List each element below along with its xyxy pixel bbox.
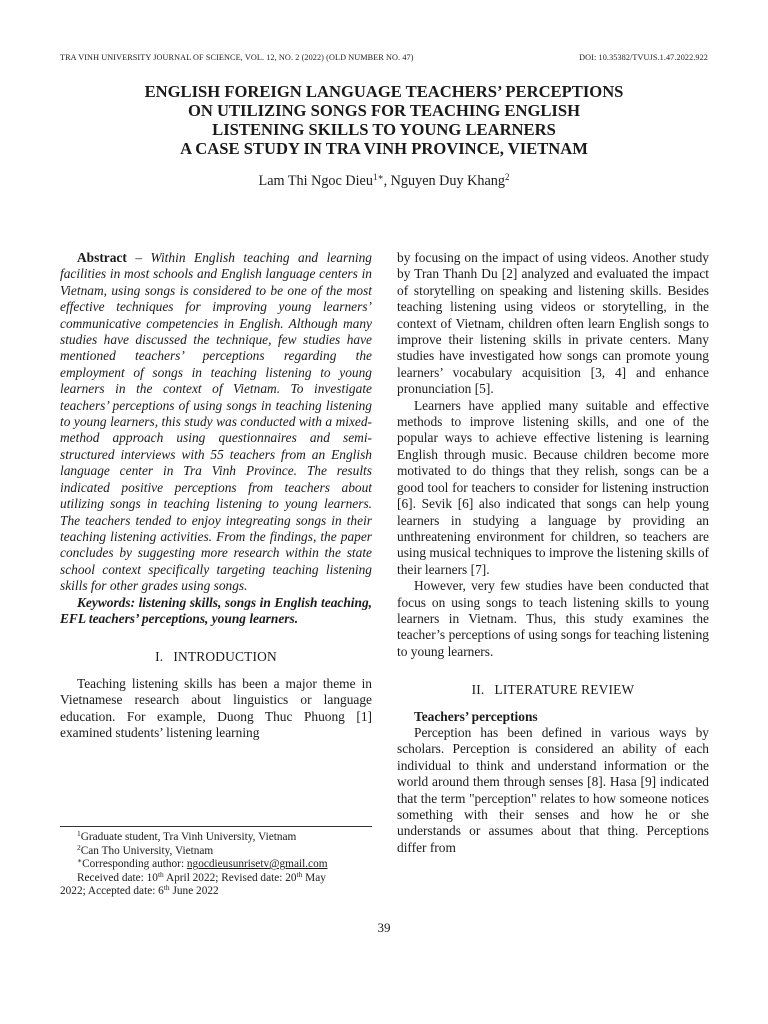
footnote-text: Can Tho University, Vietnam — [80, 844, 214, 857]
author-affiliation-mark: 2 — [504, 172, 510, 182]
right-column — [397, 250, 709, 856]
author-name: Lam Thi Ngoc Dieu — [258, 173, 373, 189]
footnote-dates-continued — [60, 885, 372, 899]
section-heading-literature-review — [397, 682, 709, 698]
section-number: II. — [471, 682, 485, 698]
author-affiliation-mark: 1∗ — [372, 172, 384, 182]
left-column — [60, 250, 372, 741]
journal-citation: TRA VINH UNIVERSITY JOURNAL OF SCIENCE, VOL. 12, NO. 2 (2022) (OLD NUMBER NO. 47) — [60, 53, 414, 62]
revised-month: May — [302, 871, 326, 884]
title-line: ENGLISH FOREIGN LANGUAGE TEACHERS’ PERCEPTIONS — [144, 82, 624, 101]
author-list — [60, 172, 708, 190]
email-link[interactable]: ngocdieusunrisetv@gmail.com — [186, 858, 328, 871]
footnote-corresponding — [60, 858, 372, 872]
footnote-mark: 2 — [77, 842, 81, 852]
subsection-heading: Teachers’ perceptions — [414, 708, 538, 724]
section-title: LITERATURE REVIEW — [494, 682, 635, 698]
title-line: LISTENING SKILLS TO YOUNG LEARNERS — [212, 120, 556, 139]
footnotes — [60, 826, 372, 899]
page-number: 39 — [377, 920, 391, 935]
keywords-text: listening skills, songs in English teaching, EFL teachers’ perceptions, young learners. — [60, 594, 372, 626]
footnote-text: Corresponding author: — [82, 858, 187, 871]
footnote-mark: ∗ — [77, 856, 83, 866]
section-number: I. — [155, 649, 164, 665]
abstract-label: Abstract — [77, 250, 127, 265]
section-title: INTRODUCTION — [173, 649, 277, 665]
title-line: A CASE STUDY IN TRA VINH PROVINCE, VIETNAM — [180, 139, 588, 158]
section-heading-introduction — [60, 649, 372, 665]
footnote-text: Graduate student, Tra Vinh University, Vietnam — [80, 831, 297, 843]
revised-date-label: April 2022; Revised date: 20 — [163, 871, 297, 884]
running-head — [60, 53, 708, 65]
abstract-text: Within English teaching and learning facilities in most schools and English language centers in Vietnam, using songs is considered to be one of the most effective techniques for improving young learners’ communicative competencies in English. Although many studies have discussed the technique, few studies have mentioned teachers’ perceptions regarding the employment of songs in teaching listening to young learners in the context of Vietnam. To investigate teachers’ perceptions of using songs in teaching listening to young learners, this study was conducted with a mixed-method approach using questionnaires and semi-structured interviews with 55 teachers from an English language center in Tra Vinh Province. The results indicated positive perceptions from teachers about utilizing songs in teaching listening to young learners. The teachers tended to enjoy integreating songs in their teaching listening activities. From the findings, the paper concludes by suggesting more research within the state school context specifically targeting teaching listening skills for other grades using songs. — [60, 250, 372, 594]
body-paragraph: However, very few studies have been conducted that focus on using songs to teach listening skills to young learners in Vietnam. Thus, this study examines the teacher’s perceptions of using songs for teaching listening to young learners. — [397, 578, 709, 659]
introduction-paragraph: Teaching listening skills has been a major theme in Vietnamese research about linguistics or language education. For example, Duong Thuc Phuong [1] examined students’ listening learning — [60, 675, 372, 740]
accepted-month: June 2022 — [169, 885, 219, 898]
abstract-dash: – — [126, 250, 151, 265]
author-name: Nguyen Duy Khang — [390, 173, 505, 189]
body-paragraph: by focusing on the impact of using videos. Another study by Tran Thanh Du [2] analyzed and evaluated the impact of storytelling on speaking and listening skills. Besides teaching listening using videos or storytelling, in the context of Vietnam, children often learn English songs to improve their listening skills in private centers. Many studies have investigated how songs can promote young learners’ vocabulary acquisition [3, 4] and enhance pronunciation [5]. — [397, 250, 709, 397]
title-line: ON UTILIZING SONGS FOR TEACHING ENGLISH — [187, 101, 581, 120]
ordinal-suffix: th — [163, 883, 170, 893]
article-title — [60, 82, 708, 158]
body-paragraph: Learners have applied many suitable and effective methods to improve listening skills, and one of the popular ways to achieve effective listening is learning English through music. Because children become more motivated to do things that they relish, songs can be a good tool for teachers to consider for listening instruction [6]. Sevik [6] also indicated that songs can help young learners in studying a language by providing an unthreatening environment for children, so teachers are using musical techniques to improve the listening skills of their learners [7]. — [397, 397, 709, 577]
accepted-date-label: 2022; Accepted date: 6 — [60, 885, 164, 898]
abstract — [60, 250, 372, 595]
ordinal-suffix: th — [296, 869, 303, 879]
keywords-label: Keywords: — [77, 594, 136, 610]
received-date-label: Received date: 10 — [77, 871, 158, 884]
keywords — [60, 595, 372, 628]
footnote-affiliation-2 — [60, 842, 372, 859]
doi: DOI: 10.35382/TVUJS.1.47.2022.922 — [579, 53, 708, 62]
literature-paragraph: Perception has been defined in various ways by scholars. Perception is considered an ability of each individual to think and understand information or the world around them through senses [8]. Hasa [9] indicated that the term "perception" relates to how someone notices something with their senses and how he or she understands or assumes about that thing. Perceptions differ from — [397, 724, 709, 855]
footnote-mark: 1 — [77, 829, 81, 838]
footnote-dates — [60, 869, 372, 886]
footnote-affiliation-1 — [60, 831, 372, 845]
author-separator: , — [383, 173, 391, 189]
ordinal-suffix: th — [157, 869, 164, 879]
